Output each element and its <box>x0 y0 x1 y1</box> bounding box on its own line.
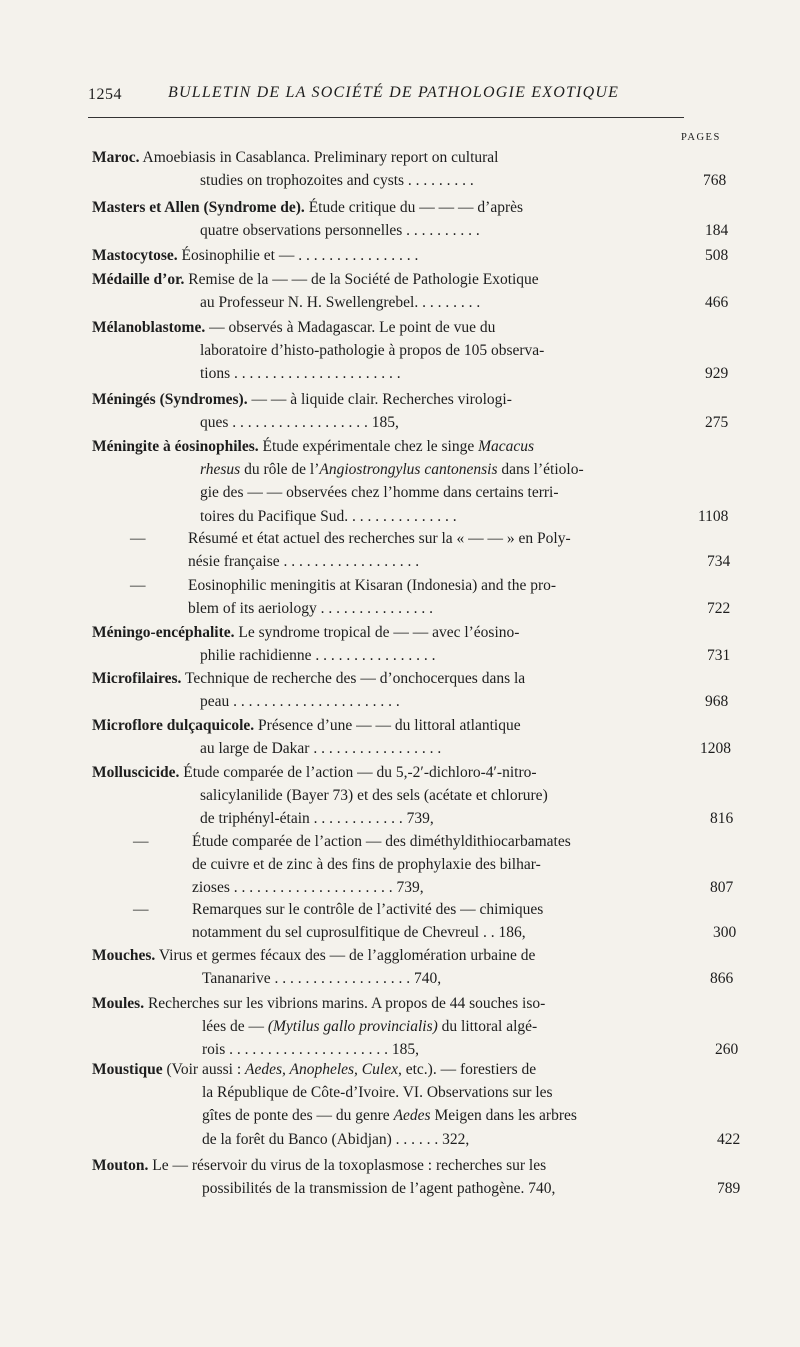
entry-line <box>92 621 519 644</box>
entry-text: rois . . . . . . . . . . . . . . . . . . . . . 185, <box>202 1041 419 1059</box>
entry-text: gie des — — observées chez l’homme dans certains terri- <box>200 484 559 502</box>
page-reference: 722 <box>707 600 731 618</box>
entry-line <box>202 1081 553 1104</box>
entry-text: possibilités de la transmission de l’agent pathogène. 740, <box>202 1180 556 1198</box>
entry-text: (Voir aussi : <box>162 1061 246 1078</box>
repeat-dash: — <box>133 833 149 850</box>
entry-text: du littoral algé- <box>437 1018 538 1036</box>
entry-line <box>200 481 559 504</box>
entry-line <box>92 244 418 267</box>
entry-text: philie rachidienne . . . . . . . . . . . . . . . . <box>200 647 436 665</box>
entry-line <box>92 196 523 219</box>
page-reference: 731 <box>707 647 731 665</box>
entry-text: Remise de la — — de la Société de Pathologie Exotique <box>184 271 539 288</box>
repeat-dash: — <box>130 530 146 547</box>
entry-text: gîtes de ponte des — du genre <box>202 1107 394 1125</box>
entry-text: de triphényl-étain . . . . . . . . . . . . 739, <box>200 810 434 828</box>
entry-term: Molluscicide. <box>92 764 180 781</box>
entry-text: Recherches sur les vibrions marins. A propos de 44 souches iso- <box>144 995 546 1012</box>
entry-line <box>202 1177 555 1200</box>
entry-term: Maroc. <box>92 149 140 166</box>
entry-line <box>92 146 498 169</box>
page-reference: 275 <box>705 414 729 432</box>
entry-term: Méningés (Syndromes). <box>92 391 248 408</box>
entry-line <box>192 853 541 876</box>
entry-text: zioses . . . . . . . . . . . . . . . . . . . . . 739, <box>192 879 424 897</box>
entry-line <box>192 921 526 944</box>
entry-term: Méningo-encéphalite. <box>92 624 235 641</box>
page-reference: 184 <box>705 222 729 240</box>
italic-text: (Mytilus gallo provincialis) <box>267 1018 438 1036</box>
entry-line <box>200 169 474 192</box>
entry-text: Le syndrome tropical de — — avec l’éosino- <box>234 624 520 641</box>
entry-text: Tananarive . . . . . . . . . . . . . . . . . . 740, <box>202 970 442 988</box>
entry-term: Méningite à éosinophiles. <box>92 438 259 455</box>
entry-text: laboratoire d’histo-pathologie à propos de 105 observa- <box>200 342 545 360</box>
entry-term: Mélanoblastome. <box>92 319 206 336</box>
entry-text: quatre observations personnelles . . . . . . . . . . <box>200 222 480 240</box>
entry-text: Meigen dans les arbres <box>430 1107 577 1125</box>
italic-text: rhesus <box>200 461 241 479</box>
entry-term: Mouton. <box>92 1157 149 1174</box>
entry-text: au large de Dakar . . . . . . . . . . . . . . . . . <box>200 740 442 758</box>
italic-text: Aedes <box>393 1107 431 1125</box>
entry-line <box>202 1104 577 1127</box>
entry-line <box>92 714 521 737</box>
page-reference: 768 <box>703 172 727 190</box>
entry-line <box>92 1154 546 1177</box>
entry-line <box>192 830 571 853</box>
entry-text: Eosinophilic meningitis at Kisaran (Indonesia) and the pro- <box>188 577 557 594</box>
entry-line <box>200 807 434 830</box>
entry-line <box>200 737 441 760</box>
entry-line <box>92 1058 536 1081</box>
entry-line <box>92 316 495 339</box>
entry-term: Mouches. <box>92 947 156 964</box>
page-reference: 789 <box>717 1180 741 1198</box>
entry-term: Mastocytose. <box>92 247 178 264</box>
entry-line <box>92 761 537 784</box>
entry-text: peau . . . . . . . . . . . . . . . . . . . . . . <box>200 693 400 711</box>
entry-text: Étude comparée de l’action — du 5,-2′-dichloro-4′-nitro- <box>179 764 537 781</box>
entry-line <box>202 1015 537 1038</box>
entry-text: etc.). — forestiers de <box>401 1061 537 1078</box>
entry-line <box>200 784 548 807</box>
entry-term: Médaille d’or. <box>92 271 185 288</box>
page-reference: 300 <box>713 924 737 942</box>
entry-line <box>92 944 535 967</box>
entry-line <box>200 505 457 528</box>
entry-text: au Professeur N. H. Swellengrebel. . . . . . . . . <box>200 294 481 312</box>
entry-line <box>188 550 419 573</box>
entry-text: Remarques sur le contrôle de l’activité des — chimiques <box>192 901 544 918</box>
entry-text: tions . . . . . . . . . . . . . . . . . . . . . . <box>200 365 401 383</box>
entry-line <box>200 690 400 713</box>
entry-text: nésie française . . . . . . . . . . . . . . . . . . <box>188 553 420 571</box>
page-reference: 508 <box>705 247 729 264</box>
entry-text: Virus et germes fécaux des — de l’agglomération urbaine de <box>155 947 536 964</box>
entry-text: Étude critique du — — — d’après <box>304 199 524 216</box>
header-rule <box>88 117 684 118</box>
entry-text: Étude comparée de l’action — des diméthyldithiocarbamates <box>192 833 571 850</box>
italic-text: Macacus <box>478 438 535 455</box>
repeat-dash: — <box>130 577 146 594</box>
entry-line <box>192 876 424 899</box>
page-number: 1254 <box>88 86 122 103</box>
repeat-dash: — <box>133 901 149 918</box>
page-reference: 1108 <box>698 507 729 525</box>
entry-text: — — à liquide clair. Recherches virologi- <box>247 391 512 408</box>
entry-line <box>92 388 512 411</box>
entry-term: Microflore dulçaquicole. <box>92 717 255 734</box>
entry-line <box>202 1128 469 1151</box>
entry-term: Microfilaires. <box>92 670 182 687</box>
entry-text: du rôle de l’ <box>240 461 320 479</box>
entry-text: Éosinophilie et — . . . . . . . . . . . . . . . . <box>177 247 419 264</box>
entry-text: blem of its aeriology . . . . . . . . . . . . . . . <box>188 600 433 618</box>
page-reference: 734 <box>707 553 731 571</box>
entry-text: Étude expérimentale chez le singe <box>258 438 479 455</box>
entry-text: Présence d’une — — du littoral atlantique <box>254 717 521 734</box>
entry-text: Résumé et état actuel des recherches sur la « — — » en Poly- <box>188 530 571 547</box>
entry-text: studies on trophozoites and cysts . . . . . . . . . <box>200 172 474 190</box>
entry-line <box>200 291 480 314</box>
entry-term: Moustique <box>92 1061 163 1078</box>
entry-text: notamment du sel cuprosulfitique de Chevreul . . 186, <box>192 924 526 942</box>
entry-line <box>192 898 543 921</box>
entry-text: salicylanilide (Bayer 73) et des sels (acétate et chlorure) <box>200 787 548 805</box>
entry-term: Moules. <box>92 995 145 1012</box>
entry-text: lées de — <box>202 1018 268 1036</box>
running-title: BULLETIN DE LA SOCIÉTÉ DE PATHOLOGIE EXOTIQUE <box>168 84 620 101</box>
entry-line <box>200 458 584 481</box>
entry-line <box>188 597 433 620</box>
page-reference: 929 <box>705 365 729 383</box>
entry-line <box>200 411 399 434</box>
entry-text: Le — réservoir du virus de la toxoplasmose : recherches sur les <box>148 1157 547 1174</box>
page-header <box>88 82 688 112</box>
page-reference: 1208 <box>700 740 731 758</box>
entry-text: de la forêt du Banco (Abidjan) . . . . . . 322, <box>202 1130 470 1148</box>
page-reference: 816 <box>710 810 734 828</box>
entry-line <box>92 268 539 291</box>
pages-column-label: PAGES <box>681 132 721 143</box>
entry-text: dans l’étiolo- <box>497 461 584 479</box>
entry-text: la République de Côte-d’Ivoire. VI. Observations sur les <box>202 1084 553 1102</box>
page-reference: 968 <box>705 693 729 711</box>
entry-text: Technique de recherche des — d’onchocerques dans la <box>181 670 526 687</box>
entry-line <box>200 219 480 242</box>
entry-line <box>188 527 571 550</box>
entry-line <box>200 644 435 667</box>
entry-text: — observés à Madagascar. Le point de vue du <box>205 319 496 336</box>
entry-text: toires du Pacifique Sud. . . . . . . . . . . . . . . <box>200 507 457 525</box>
entry-term: Masters et Allen (Syndrome de). <box>92 199 305 216</box>
page-reference: 260 <box>715 1041 739 1059</box>
page-reference: 807 <box>710 879 734 897</box>
entry-text: de cuivre et de zinc à des fins de prophylaxie des bilhar- <box>192 856 541 874</box>
page-reference: 422 <box>717 1130 741 1148</box>
italic-text: Angiostrongylus cantonensis <box>319 461 498 479</box>
entry-text: Amoebiasis in Casablanca. Preliminary report on cultural <box>139 149 499 166</box>
entry-line <box>92 667 525 690</box>
entry-line <box>92 435 534 458</box>
page-reference: 866 <box>710 970 734 988</box>
entry-text: ques . . . . . . . . . . . . . . . . . . 185, <box>200 414 399 432</box>
entry-line <box>188 574 556 597</box>
page-reference: 466 <box>705 294 729 312</box>
italic-text: Aedes, Anopheles, Culex, <box>245 1061 402 1078</box>
entry-line <box>92 992 545 1015</box>
entry-line <box>202 967 441 990</box>
entry-line <box>200 339 544 362</box>
entry-line <box>200 362 401 385</box>
